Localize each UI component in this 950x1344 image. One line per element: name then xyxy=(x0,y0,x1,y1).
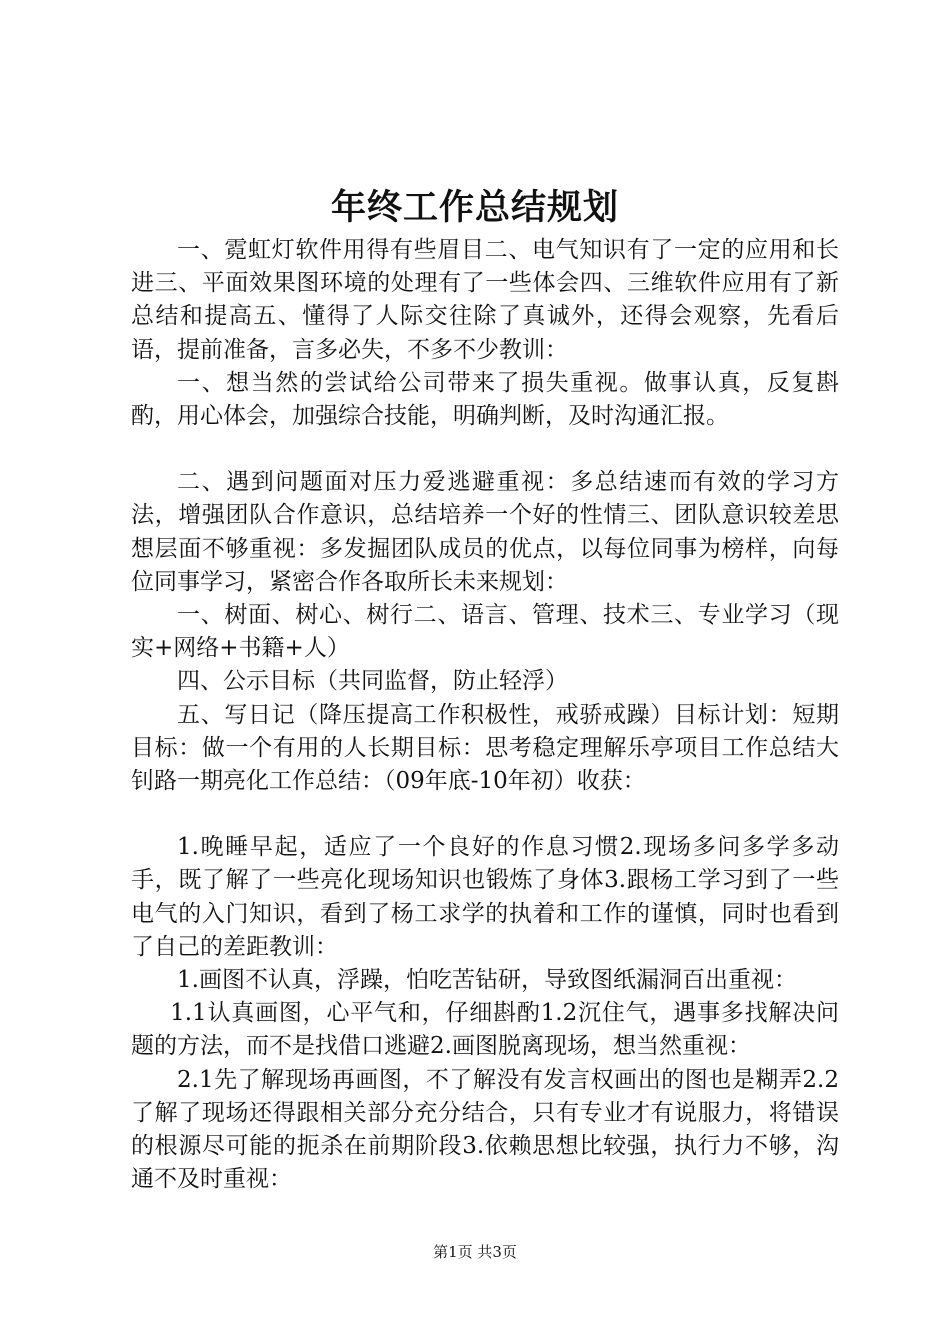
paragraph: 二、遇到问题面对压力爱逃避重视：多总结速而有效的学习方法，增强团队合作意识，总结培养一个好的性情三、团队意识较差思想层面不够重视：多发掘团队成员的优点，以每位同事为榜样，向每位同事学习，紧密合作各取所长未来规划： xyxy=(131,469,839,595)
paragraph: 一、霓虹灯软件用得有些眉目二、电气知识有了一定的应用和长进三、平面效果图环境的处理有了一些体会四、三维软件应用有了新总结和提高五、懂得了人际交往除了真诚外，还得会观察，先看后语，提前准备，言多必失，不多不少教训： xyxy=(131,237,839,363)
paragraph: 1.晚睡早起，适应了一个良好的作息习惯2.现场多问多学多动手，既了解了一些亮化现场知识也锻炼了身体3.跟杨工学习到了一些电气的入门知识，看到了杨工求学的执着和工作的谨慎，同时也看到了自己的差距教训： xyxy=(131,834,839,960)
paragraph: 2.1先了解现场再画图，不了解没有发言权画出的图也是糊弄2.2了解了现场还得跟相关部分充分结合，只有专业才有说服力，将错误的根源尽可能的扼杀在前期阶段3.依赖思想比较强，执行力不够，沟通不及时重视： xyxy=(131,1066,839,1193)
paragraph: 五、写日记（降压提高工作积极性，戒骄戒躁）目标计划：短期目标：做一个有用的人长期目标：思考稳定理解乐亭项目工作总结大钊路一期亮化工作总结：（09年底-10年初）收获： xyxy=(131,701,839,795)
page-number-footer: 第1页 共3页 xyxy=(433,1243,517,1261)
paragraph: 1.画图不认真，浮躁，怕吃苦钻研，导致图纸漏洞百出重视： xyxy=(177,967,797,994)
page-title: 年终工作总结规划 xyxy=(330,187,619,228)
paragraph: 一、树面、树心、树行二、语言、管理、技术三、专业学习（现实+网络+书籍+人） xyxy=(131,602,839,662)
paragraph: 1.1认真画图，心平气和，仔细斟酌1.2沉住气，遇事多找解决问题的方法，而不是找借口逃避2.画图脱离现场，想当然重视： xyxy=(131,1000,839,1060)
document-body xyxy=(131,234,839,1196)
paragraph: 一、想当然的尝试给公司带来了损失重视。做事认真，反复斟酌，用心体会，加强综合技能，明确判断，及时沟通汇报。 xyxy=(131,369,839,430)
paragraph: 四、公示目标（共同监督，防止轻浮） xyxy=(177,668,568,695)
